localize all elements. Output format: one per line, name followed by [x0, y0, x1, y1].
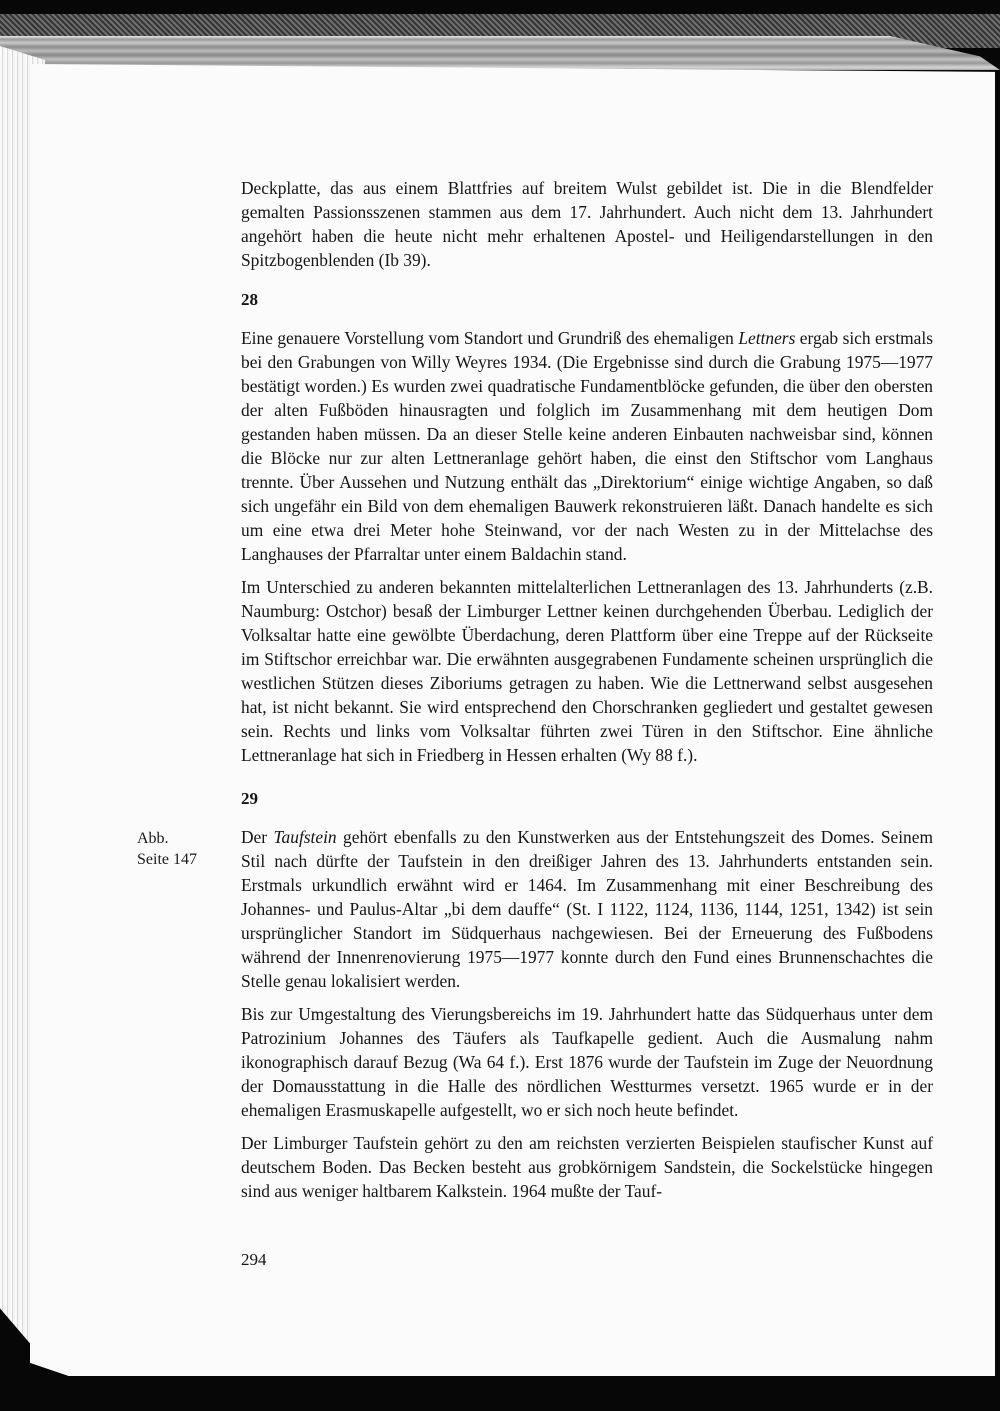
text-span: Der — [241, 827, 274, 847]
figure-reference-margin-note — [137, 828, 227, 870]
page-number: 294 — [241, 1250, 267, 1269]
body-text — [241, 176, 933, 1212]
margin-note-line-1: Abb. — [137, 830, 169, 847]
page-stack-top-edge — [0, 36, 1000, 70]
margin-note-line-2: Seite 147 — [137, 851, 197, 868]
section-28-paragraph-2: Im Unterschied zu anderen bekannten mittelalterlichen Lettneranlagen des 13. Jahrhunderts (z.B. Naumburg: Ostchor) besaß der Limburger Lettner keinen durchgehenden Überbau. Lediglich der Volksaltar hatte eine gewölbte Überdachung, deren Plattform über eine Treppe auf der Rückseite im Stiftschor erreichbar war. Die erwähnten ausgegrabenen Fundamente scheinen ursprünglich die westlichen Stützen dieses Ziboriums getragen zu haben. Wie die Lettnerwand selbst ausgesehen hat, ist nicht bekannt. Sie wird entsprechend den Chorschranken gegliedert und gestaltet gewesen sein. Rechts und links vom Volksaltar führten zwei Türen in den Stiftschor. Eine ähnliche Lettneranlage hat sich in Friedberg in Hessen erhalten (Wy 88 f.). — [241, 577, 933, 765]
text-span: ergab sich erstmals bei den Grabungen von Willy Weyres 1934. (Die Ergebnisse sind durch die Grabung 1975—1977 bestätigt worden.) Es wurden zwei quadratische Fundamentblöcke gefunden, die über den obersten der alten Fußböden hinausragten und folglich im Zusammenhang mit dem heutigen Dom gestanden haben müssen. Da an dieser Stelle keine anderen Einbauten nachweisbar sind, können die Blöcke nur zur alten Lettneranlage gehört haben, die einst den Stiftschor vom Langhaus trennte. Über Aussehen und Nutzung enthält das „Direktorium“ einige wichtige Angaben, so daß sich ungefähr ein Bild von dem ehemaligen Bauwerk rekonstruieren läßt. Danach handelte es sich um eine etwa drei Meter hohe Steinwand, vor der nach Westen zu in der Mittelachse des Langhauses der Pfarraltar unter einem Baldachin stand. — [241, 328, 933, 564]
section-29-paragraph-1 — [241, 825, 933, 993]
intro-paragraph: Deckplatte, das aus einem Blattfries auf breitem Wulst gebildet ist. Die in die Blendfelder gemalten Passionsszenen stammen aus dem 17. Jahrhundert. Auch nicht dem 13. Jahrhundert angehört haben die heute nicht mehr erhaltenen Apostel- und Heiligendarstellungen in den Spitzbogenblenden (Ib 39). — [241, 178, 933, 270]
section-28-paragraph-1 — [241, 326, 933, 566]
section-29-paragraph-2: Bis zur Umgestaltung des Vierungsbereichs im 19. Jahrhundert hatte das Südquerhaus unter dem Patrozinium Johannes des Täufers als Taufkapelle gedient. Auch die Ausmalung nahm ikonographisch darauf Bezug (Wa 64 f.). Erst 1876 wurde der Taufstein im Zuge der Neuordnung der Domausstattung in die Halle des nördlichen Westturmes versetzt. 1965 wurde er in der ehemaligen Erasmuskapelle aufgestellt, wo er sich noch heute befindet. — [241, 1004, 933, 1120]
section-number-28: 28 — [241, 290, 258, 309]
text-span: Eine genauere Vorstellung vom Standort und Grundriß des ehemaligen — [241, 328, 739, 348]
section-29-paragraph-3: Der Limburger Taufstein gehört zu den am reichsten verzierten Beispielen staufischer Kunst auf deutschem Boden. Das Becken besteht aus grobkörnigem Sandstein, die Sockelstücke hingegen sind aus weniger haltbarem Kalkstein. 1964 mußte der Tauf- — [241, 1133, 933, 1201]
emphasized-term: Lettners — [738, 328, 796, 348]
emphasized-term: Taufstein — [273, 827, 337, 847]
section-number-29: 29 — [241, 789, 258, 808]
text-span: gehört ebenfalls zu den Kunstwerken aus der Entstehungszeit des Domes. Seinem Stil nach dürfte der Taufstein in den dreißiger Jahren des 13. Jahrhunderts entstanden sein. Erstmals urkundlich erwähnt wird er 1464. Im Zusammenhang mit einer Beschreibung des Johannes- und Paulus-Altar „bi dem dauffe“ (St. I 1122, 1124, 1136, 1144, 1251, 1342) ist sein ursprünglicher Standort im Südquerhaus nachgewiesen. Bei der Erneuerung des Fußbodens während der Innenrenovierung 1975—1977 konnte durch den Fund eines Brunnenschachtes die Stelle genau lokalisiert werden. — [241, 827, 933, 991]
